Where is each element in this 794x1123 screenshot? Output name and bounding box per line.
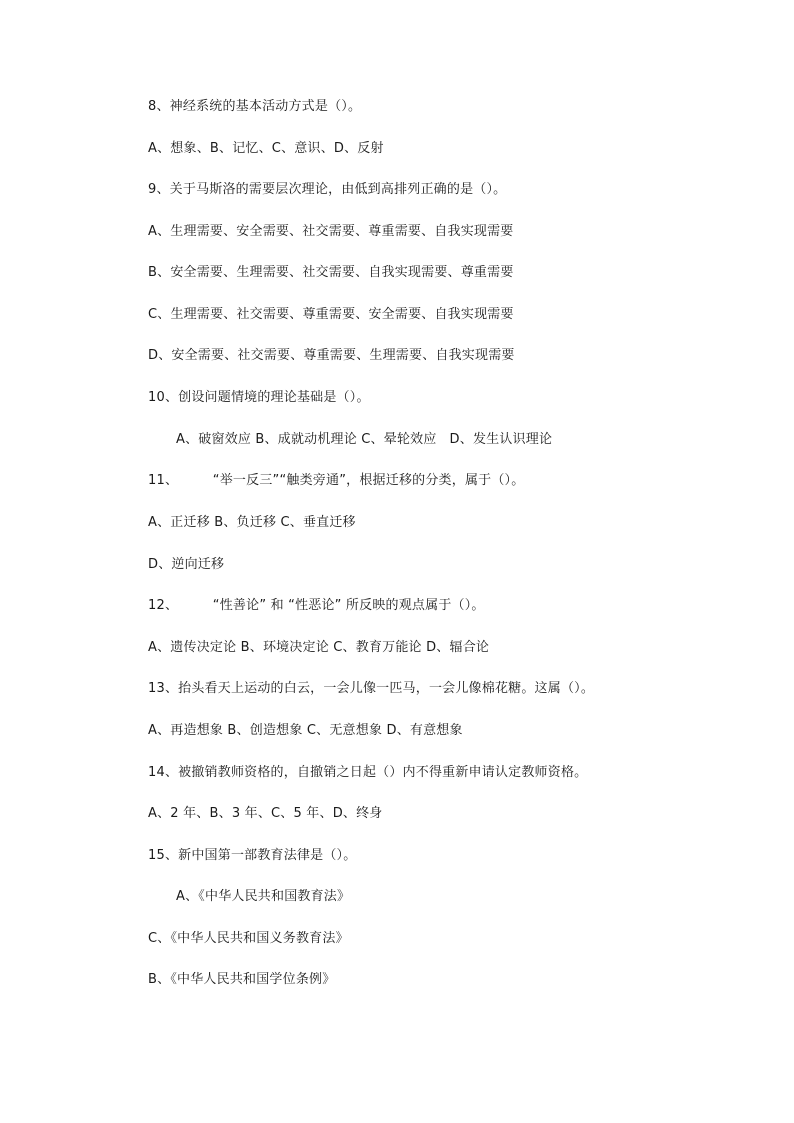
- options-11: A、正迁移 B、负迁移 C、垂直迁移: [148, 515, 356, 530]
- question-8: 8、神经系统的基本活动方式是（）。: [148, 99, 362, 114]
- option-9b: B、安全需要、生理需要、社交需要、自我实现需要、尊重需要: [148, 265, 514, 280]
- question-12: 12、 “性善论” 和 “性恶论” 所反映的观点属于（）。: [148, 598, 485, 613]
- question-11: 11、 “举一反三”“触类旁通”，根据迁移的分类，属于（）。: [148, 473, 525, 488]
- options-8: A、想象、B、记忆、C、意识、D、反射: [148, 141, 384, 156]
- options-14: A、2 年、B、3 年、C、5 年、D、终身: [148, 806, 383, 821]
- question-9: 9、关于马斯洛的需要层次理论，由低到高排列正确的是（）。: [148, 182, 507, 197]
- option-15b: B、《中华人民共和国学位条例》: [148, 972, 336, 987]
- option-9c: C、生理需要、社交需要、尊重需要、安全需要、自我实现需要: [148, 307, 514, 322]
- question-14: 14、被撤销教师资格的，自撤销之日起（）内不得重新申请认定教师资格。: [148, 765, 588, 780]
- options-12: A、遗传决定论 B、环境决定论 C、教育万能论 D、辐合论: [148, 640, 490, 655]
- question-13: 13、抬头看天上运动的白云，一会儿像一匹马，一会儿像棉花糖。这属（）。: [148, 681, 595, 696]
- question-10: 10、创设问题情境的理论基础是（）。: [148, 390, 370, 405]
- option-9a: A、生理需要、安全需要、社交需要、尊重需要、自我实现需要: [148, 224, 514, 239]
- options-10: A、破窗效应 B、成就动机理论 C、晕轮效应 D、发生认识理论: [176, 432, 553, 447]
- option-11d: D、逆向迁移: [148, 557, 225, 572]
- option-9d: D、安全需要、社交需要、尊重需要、生理需要、自我实现需要: [148, 348, 515, 363]
- option-15c: C、《中华人民共和国义务教育法》: [148, 931, 349, 946]
- question-15: 15、新中国第一部教育法律是（）。: [148, 848, 357, 863]
- options-13: A、再造想象 B、创造想象 C、无意想象 D、有意想象: [148, 723, 463, 738]
- option-15a: A、《中华人民共和国教育法》: [176, 889, 351, 904]
